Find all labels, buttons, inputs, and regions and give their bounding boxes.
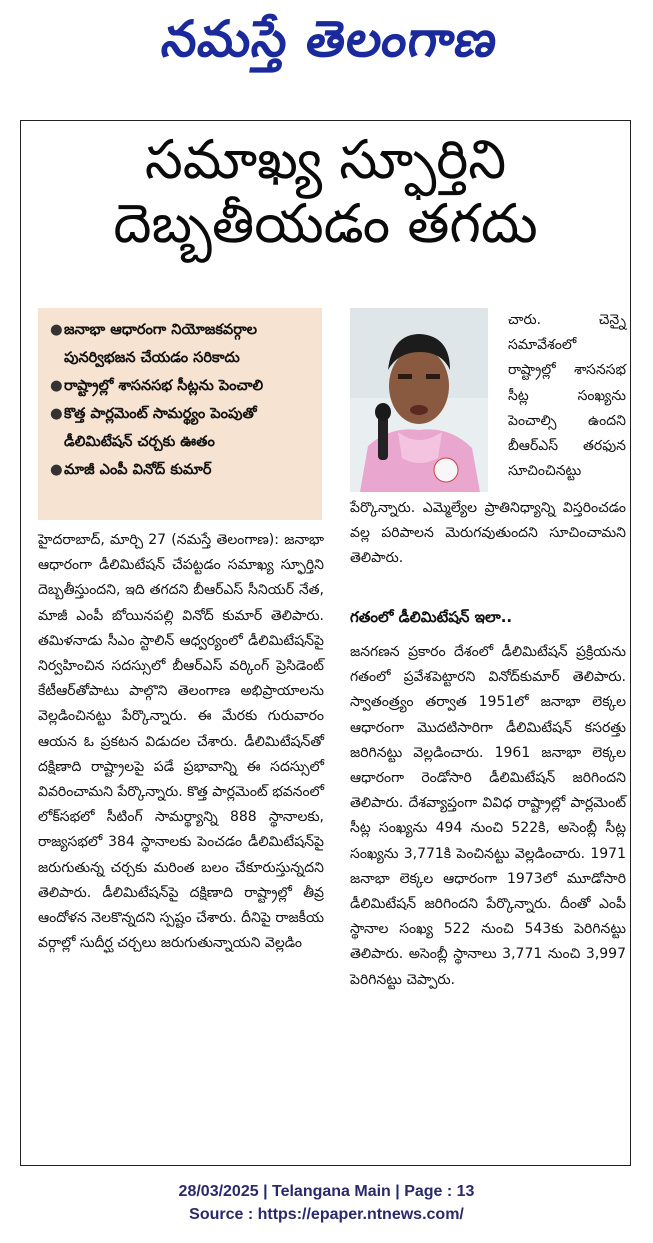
masthead xyxy=(0,0,653,92)
highlight-item: ● మాజీ ఎంపీ వినోద్ కుమార్ xyxy=(50,456,316,484)
article-column-left: హైదరాబాద్, మార్చి 27 (నమస్తే తెలంగాణ): జనాభా ఆధారంగా డీలిమిటేషన్ చేపట్టడం సమాఖ్య స్ఫూర్తిని దెబ్బతీస్తుందని, ఇది తగదని బీఆర్ఎస్ సీనియర్ నేత, మాజీ ఎంపీ బోయినపల్లి వినోద్ కుమార్ తెలిపారు. తమిళనాడు సీఎం స్టాలిన్ ఆధ్వర్యంలో డీలిమిటేషన్‌పై నిర్వహించిన సదస్సులో బీఆర్ఎస్ వర్కింగ్ ప్రెసిడెంట్ కేటీఆర్‌తోపాటు పాల్గొని తెలంగాణ అభిప్రాయాలను వెల్లడించినట్టు పేర్కొన్నారు. ఈ మేరకు గురువారం ఆయన ఓ ప్రకటన విడుదల చేశారు. డీలిమిటేషన్‌తో దక్షిణాది రాష్ట్రాలపై పడే ప్రభావాన్ని ఈ సదస్సులో వివరించామని పేర్కొన్నారు. కొత్త పార్లమెంట్ భవనంలో లోక్‌సభలో సీటింగ్ సామర్థ్యాన్ని 888 స్థానాలకు, రాజ్యసభలో 384 స్థానాలకు పెంచడం డీలిమిటేషన్‌పై జరుగుతున్న చర్చకు మరింత బలం చేకూరుస్తున్నదని తెలిపారు. డీలిమిటేషన్‌పై దక్షిణాది రాష్ట్రాల్లో తీవ్ర ఆందోళన నెలకొన్నదని స్పష్టం చేశారు. దీనిపై రాజకీయ వర్గాల్లో సుదీర్ఘ చర్చలు జరుగుతున్నాయని వెల్లడిం xyxy=(38,532,324,952)
article-subheading: గతంలో డీలిమిటేషన్ ఇలా.. xyxy=(350,608,513,626)
highlight-item: ● రాష్ట్రాల్లో శాసనసభ సీట్లను పెంచాలి xyxy=(50,372,316,400)
footer-edition-info: 28/03/2025 | Telangana Main | Page : 13 xyxy=(178,1183,475,1200)
article-column-right-continuation: పేర్కొన్నారు. ఎమ్మెల్యేల ప్రాతినిధ్యాన్ని విస్తరించడం వల్ల పరిపాలన మెరుగవుతుందని సూచించామని తెలిపారు. xyxy=(350,500,626,567)
speaker-photo xyxy=(350,308,488,492)
highlights-box xyxy=(38,308,322,520)
highlight-item: ● జనాభా ఆధారంగా నియోజకవర్గాల పునర్విభజన చేయడం సరికాదు xyxy=(50,316,316,372)
newspaper-name: నమస్తే తెలంగాణ xyxy=(158,9,502,68)
bullet-icon: ● xyxy=(50,462,63,478)
article-column-right-top: చారు. చెన్నై సమావేశంలో రాష్ట్రాల్లో శాసనసభ సీట్ల సంఖ్యను పెంచాల్సి ఉందని బీఆర్ఎస్ తరఫున సూచించినట్టు xyxy=(508,312,626,480)
headline-line-2: దెబ్బతీయడం తగదు xyxy=(113,192,538,255)
bullet-icon: ● xyxy=(50,378,63,394)
bullet-icon: ● xyxy=(50,322,63,338)
headline-line-1: సమాఖ్య స్ఫూర్తిని xyxy=(144,128,507,191)
footer-source-link[interactable]: Source : https://epaper.ntnews.com/ xyxy=(189,1206,464,1223)
article-headline xyxy=(30,128,621,256)
bullet-icon: ● xyxy=(50,406,63,422)
page-footer xyxy=(0,1180,653,1226)
article-column-right-body: జనగణన ప్రకారం దేశంలో డీలిమిటేషన్ ప్రక్రియను గతంలో ప్రవేశపెట్టారని వినోద్‌కుమార్ తెలిపారు. స్వాతంత్ర్యం తర్వాత 1951లో జనాభా లెక్కల ఆధారంగా మొదటిసారిగా డీలిమిటేషన్ కసరత్తు జరిగినట్టు వెల్లడించారు. 1961 జనాభా లెక్కల ఆధారంగా రెండోసారి డీలిమిటేషన్ జరిగిందని తెలిపారు. దేశవ్యాప్తంగా వివిధ రాష్ట్రాల్లో పార్లమెంట్ సీట్ల సంఖ్యను 494 నుంచి 522కి, అసెంబ్లీ సీట్ల సంఖ్యను 3,771కి పెంచినట్టు వెల్లడించారు. 1971 జనాభా లెక్కల ఆధారంగా 1973లో మూడోసారి డీలిమిటేషన్ జరిగిందని పేర్కొన్నారు. దీంతో ఎంపీ స్థానాల సంఖ్య 522 నుంచి 543కు పెరిగినట్టు తెలిపారు. అసెంబ్లీ స్థానాలు 3,771 నుంచి 3,997 పెరిగినట్టు చెప్పారు. xyxy=(350,644,626,988)
highlight-item: ● కొత్త పార్లమెంట్ సామర్థ్యం పెంపుతో డీలిమిటేషన్ చర్చకు ఊతం xyxy=(50,400,316,456)
